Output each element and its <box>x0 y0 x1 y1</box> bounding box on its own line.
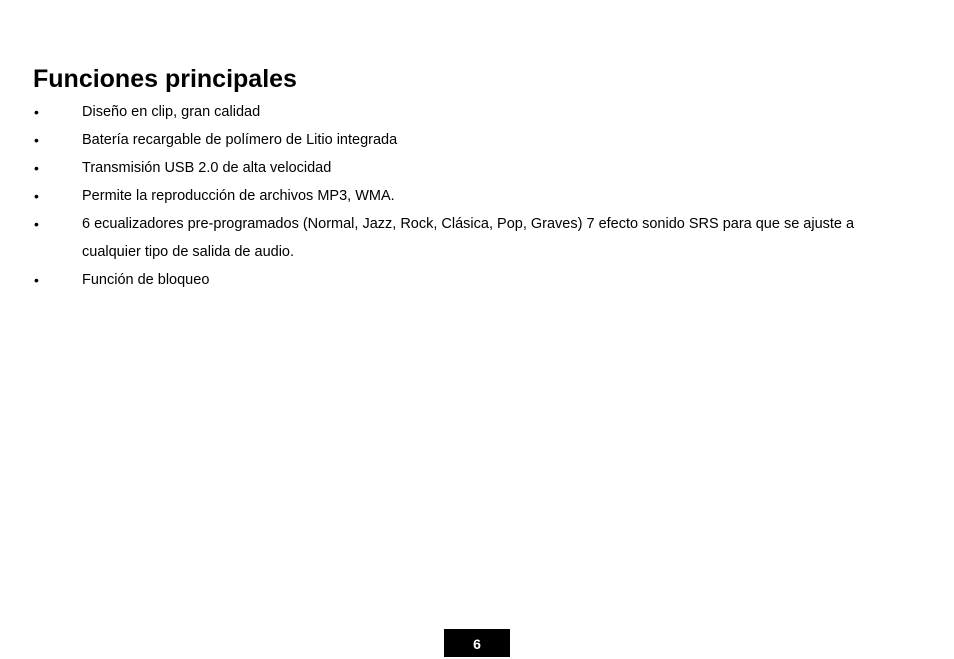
bullet-icon: • <box>34 104 39 120</box>
bullet-icon: • <box>34 160 39 176</box>
feature-text: Función de bloqueo <box>82 272 210 288</box>
list-item <box>33 154 913 182</box>
list-item <box>33 98 913 126</box>
feature-text: Transmisión USB 2.0 de alta velocidad <box>82 160 332 176</box>
list-item <box>33 182 913 210</box>
page-number: 6 <box>444 629 510 657</box>
list-item <box>33 210 913 266</box>
bullet-icon: • <box>34 216 39 232</box>
bullet-icon: • <box>34 272 39 288</box>
bullet-icon: • <box>34 132 39 148</box>
feature-text: Batería recargable de polímero de Litio integrada <box>82 132 398 148</box>
feature-list <box>33 98 913 294</box>
list-item <box>33 266 913 294</box>
list-item <box>33 126 913 154</box>
feature-text: Permite la reproducción de archivos MP3, WMA. <box>82 188 395 204</box>
feature-text: 6 ecualizadores pre-programados (Normal, Jazz, Rock, Clásica, Pop, Graves) 7 efecto sonido SRS para que se ajuste a cualquier tipo de salida de audio. <box>82 216 855 260</box>
bullet-icon: • <box>34 188 39 204</box>
feature-text: Diseño en clip, gran calidad <box>82 104 261 120</box>
page-title: Funciones principales <box>33 65 297 93</box>
